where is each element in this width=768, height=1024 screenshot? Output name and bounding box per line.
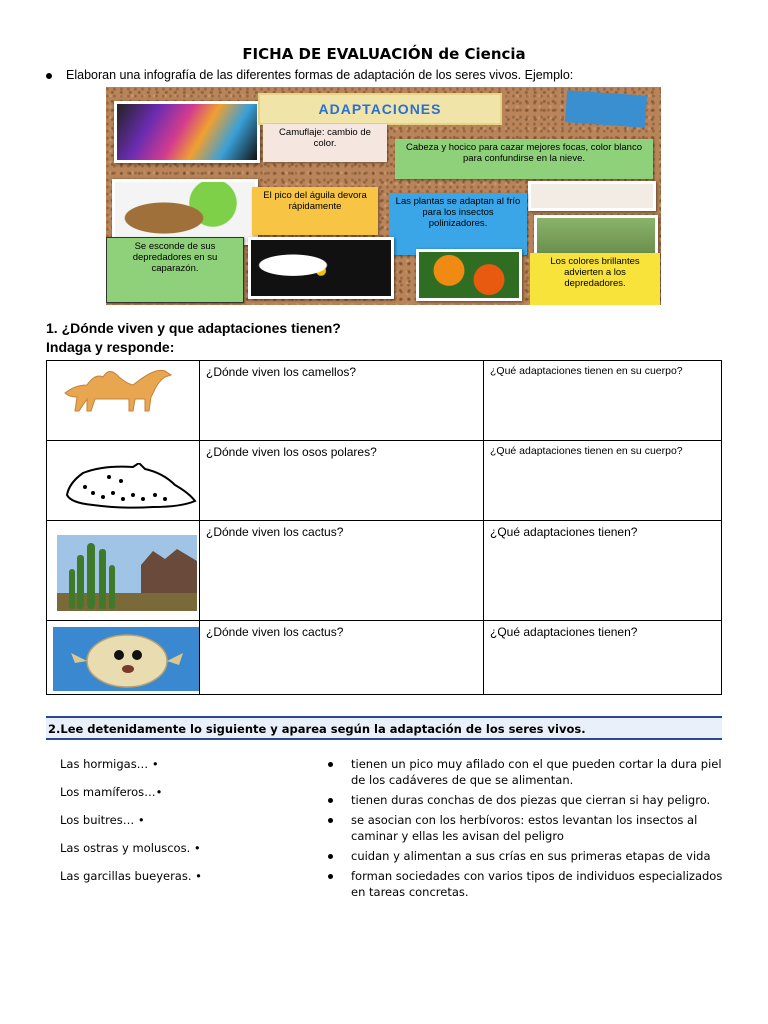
cactus-cell: [47, 521, 200, 621]
cactus-q2: ¿Qué adaptaciones tienen?: [484, 521, 722, 621]
intro-text: [46, 68, 573, 82]
intro-label: Elaboran una infografía de las diferentes formas de adaptación de los seres vivos. Ejemplo:: [66, 68, 574, 82]
camel-icon: [55, 363, 183, 415]
list-item: Los mamíferos…•: [60, 785, 163, 799]
section1-subheading: Indaga y responde:: [46, 339, 175, 355]
note-esconde: Se esconde de sus depredadores en su caparazón.: [106, 237, 244, 303]
camel-cell: [47, 361, 200, 441]
list-item: se asocian con los herbívoros: estos levantan los insectos al caminar y ellas les avisan del peligro: [326, 812, 726, 844]
note-colores: Los colores brillantes advierten a los depredadores.: [530, 253, 660, 305]
flowers-photo: [416, 249, 522, 301]
table-row: [47, 361, 722, 441]
pufferfish-q1: ¿Dónde viven los cactus?: [200, 621, 484, 695]
pufferfish-q2: ¿Qué adaptaciones tienen?: [484, 621, 722, 695]
eagle-photo: [248, 237, 394, 299]
right-column: [326, 756, 726, 904]
blue-tag-icon: [565, 90, 647, 128]
polar-bear-q2: ¿Qué adaptaciones tienen en su cuerpo?: [484, 441, 722, 521]
list-item: Las hormigas… •: [60, 757, 159, 771]
note-plantas: Las plantas se adaptan al frío para los insectos polinizadores.: [389, 193, 527, 255]
camel-q2: ¿Qué adaptaciones tienen en su cuerpo?: [484, 361, 722, 441]
chameleon-photo: [114, 101, 260, 163]
list-item: forman sociedades con varios tipos de individuos especializados en tareas concretas.: [326, 868, 726, 900]
table-row: [47, 521, 722, 621]
grasshopper-photo: [534, 215, 658, 257]
turtle-photo: [112, 179, 258, 245]
page-title: FICHA DE EVALUACIÓN de Ciencia: [242, 45, 526, 63]
pufferfish-icon: [53, 627, 199, 691]
cactus-icon: [57, 535, 197, 611]
table-row: [47, 621, 722, 695]
polar-bear-icon: [63, 463, 201, 511]
polar-bear-q1: ¿Dónde viven los osos polares?: [200, 441, 484, 521]
polar-bear-cell: [47, 441, 200, 521]
question-table: [46, 360, 722, 695]
infographic-banner: ADAPTACIONES: [258, 93, 502, 125]
list-item: tienen un pico muy afilado con el que pueden cortar la dura piel de los cadáveres de que se alimentan.: [326, 756, 726, 788]
list-item: tienen duras conchas de dos piezas que cierran si hay peligro.: [326, 792, 726, 808]
list-item: Las ostras y moluscos. •: [60, 841, 201, 855]
left-column: [60, 757, 202, 897]
infographic-board: [106, 87, 661, 305]
list-item: Los buitres… •: [60, 813, 145, 827]
note-cabeza: Cabeza y hocico para cazar mejores focas, color blanco para confundirse en la nieve.: [395, 139, 653, 179]
bullet-icon: [46, 73, 52, 79]
camel-q1: ¿Dónde viven los camellos?: [200, 361, 484, 441]
list-item: cuidan y alimentan a sus crías en sus primeras etapas de vida: [326, 848, 726, 864]
note-camuflaje: Camuflaje: cambio de color.: [263, 124, 387, 162]
snow-photo: [528, 181, 656, 211]
table-row: [47, 441, 722, 521]
section2-heading: 2.Lee detenidamente lo siguiente y aparea según la adaptación de los seres vivos.: [46, 716, 722, 740]
list-item: Las garcillas bueyeras. •: [60, 869, 202, 883]
section1-heading: 1. ¿Dónde viven y que adaptaciones tienen?: [46, 320, 341, 336]
pufferfish-cell: [47, 621, 200, 695]
note-pico: El pico del águila devora rápidamente: [252, 187, 378, 235]
cactus-q1: ¿Dónde viven los cactus?: [200, 521, 484, 621]
